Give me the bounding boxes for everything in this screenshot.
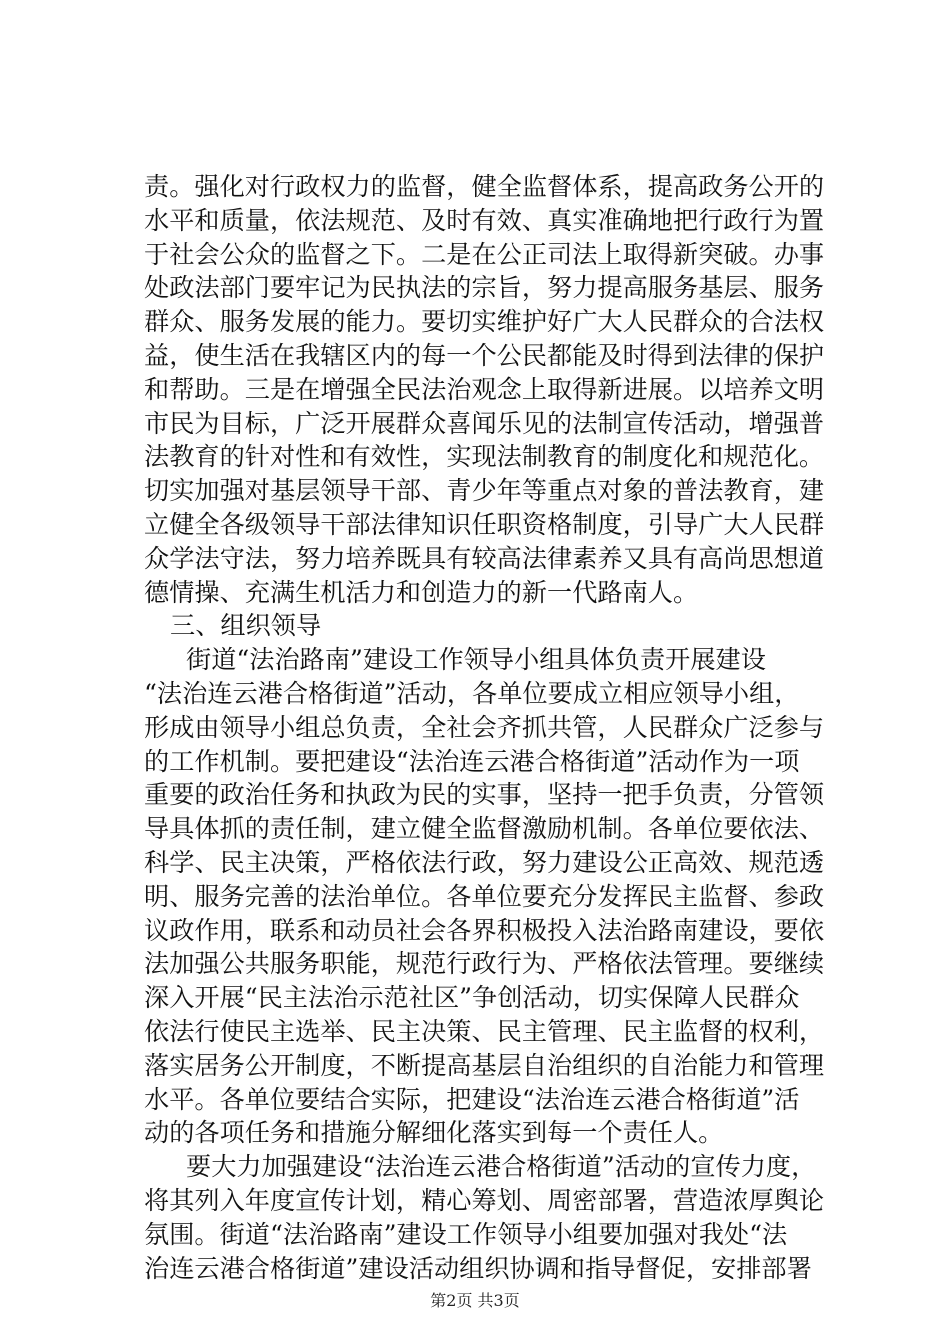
body-line: 群众、服务发展的能力。要切实维护好广大人民群众的合法权 — [144, 307, 825, 337]
body-line: 将其列入年度宣传计划，精心筹划、周密部署，营造浓厚舆论 — [144, 1185, 825, 1215]
body-line: 法加强公共服务职能，规范行政行为、严格依法管理。要继续 — [144, 949, 825, 979]
body-line: 依法行使民主选举、民主决策、民主管理、民主监督的权利， — [144, 1016, 825, 1046]
body-line: 益，使生活在我辖区内的每一个公民都能及时得到法律的保护 — [144, 340, 825, 370]
body-line: 明、服务完善的法治单位。各单位要充分发挥民主监督、参政 — [144, 881, 825, 911]
body-line: 氛围。街道“法治路南”建设工作领导小组要加强对我处“法 — [144, 1219, 788, 1249]
body-line: 议政作用，联系和动员社会各界积极投入法治路南建设，要依 — [144, 915, 825, 945]
body-line: “法治连云港合格街道”活动，各单位要成立相应领导小组， — [144, 678, 800, 708]
body-line: 水平。各单位要结合实际，把建设“法治连云港合格街道”活 — [144, 1084, 800, 1114]
body-line: 于社会公众的监督之下。二是在公正司法上取得新突破。办事 — [144, 239, 825, 269]
body-line: 要大力加强建设“法治连云港合格街道”活动的宣传力度， — [186, 1152, 817, 1182]
body-line: 科学、民主决策，严格依法行政，努力建设公正高效、规范透 — [144, 847, 825, 877]
body-line: 水平和质量，依法规范、及时有效、真实准确地把行政行为置 — [144, 205, 825, 235]
body-line: 责。强化对行政权力的监督，健全监督体系，提高政务公开的 — [144, 172, 825, 201]
page-number: 第2页 共3页 — [430, 1291, 520, 1310]
body-line: 立健全各级领导干部法律知识任职资格制度，引导广大人民群 — [144, 509, 825, 539]
body-line: 众学法守法，努力培养既具有较高法律素养又具有高尚思想道 — [144, 543, 825, 573]
body-line: 街道“法治路南”建设工作领导小组具体负责开展建设 — [186, 645, 766, 675]
body-line: 德情操、充满生机活力和创造力的新一代路南人。 — [144, 577, 699, 607]
body-line: 深入开展“民主法治示范社区”争创活动，切实保障人民群众 — [144, 983, 800, 1013]
body-line: 法教育的针对性和有效性，实现法制教育的制度化和规范化。 — [144, 442, 825, 472]
body-line: 切实加强对基层领导干部、青少年等重点对象的普法教育，建 — [144, 476, 825, 506]
section-heading: 三、组织领导 — [170, 611, 322, 641]
body-line: 的工作机制。要把建设“法治连云港合格街道”活动作为一项 — [144, 746, 800, 776]
body-line: 重要的政治任务和执政为民的实事，坚持一把手负责，分管领 — [144, 780, 825, 810]
body-line: 导具体抓的责任制，建立健全监督激励机制。各单位要依法、 — [144, 814, 825, 844]
document-body — [144, 170, 834, 1285]
body-line: 和帮助。三是在增强全民法治观念上取得新进展。以培养文明 — [144, 374, 825, 404]
body-line: 市民为目标，广泛开展群众喜闻乐见的法制宣传活动，增强普 — [144, 408, 825, 438]
body-line: 处政法部门要牢记为民执法的宗旨，努力提高服务基层、服务 — [144, 273, 825, 303]
body-line: 动的各项任务和措施分解细化落实到每一个责任人。 — [144, 1118, 724, 1148]
body-line: 治连云港合格街道”建设活动组织协调和指导督促，安排部署 — [144, 1253, 812, 1283]
body-line: 形成由领导小组总负责，全社会齐抓共管，人民群众广泛参与 — [144, 712, 825, 742]
body-line: 落实居务公开制度，不断提高基层自治组织的自治能力和管理 — [144, 1050, 825, 1080]
